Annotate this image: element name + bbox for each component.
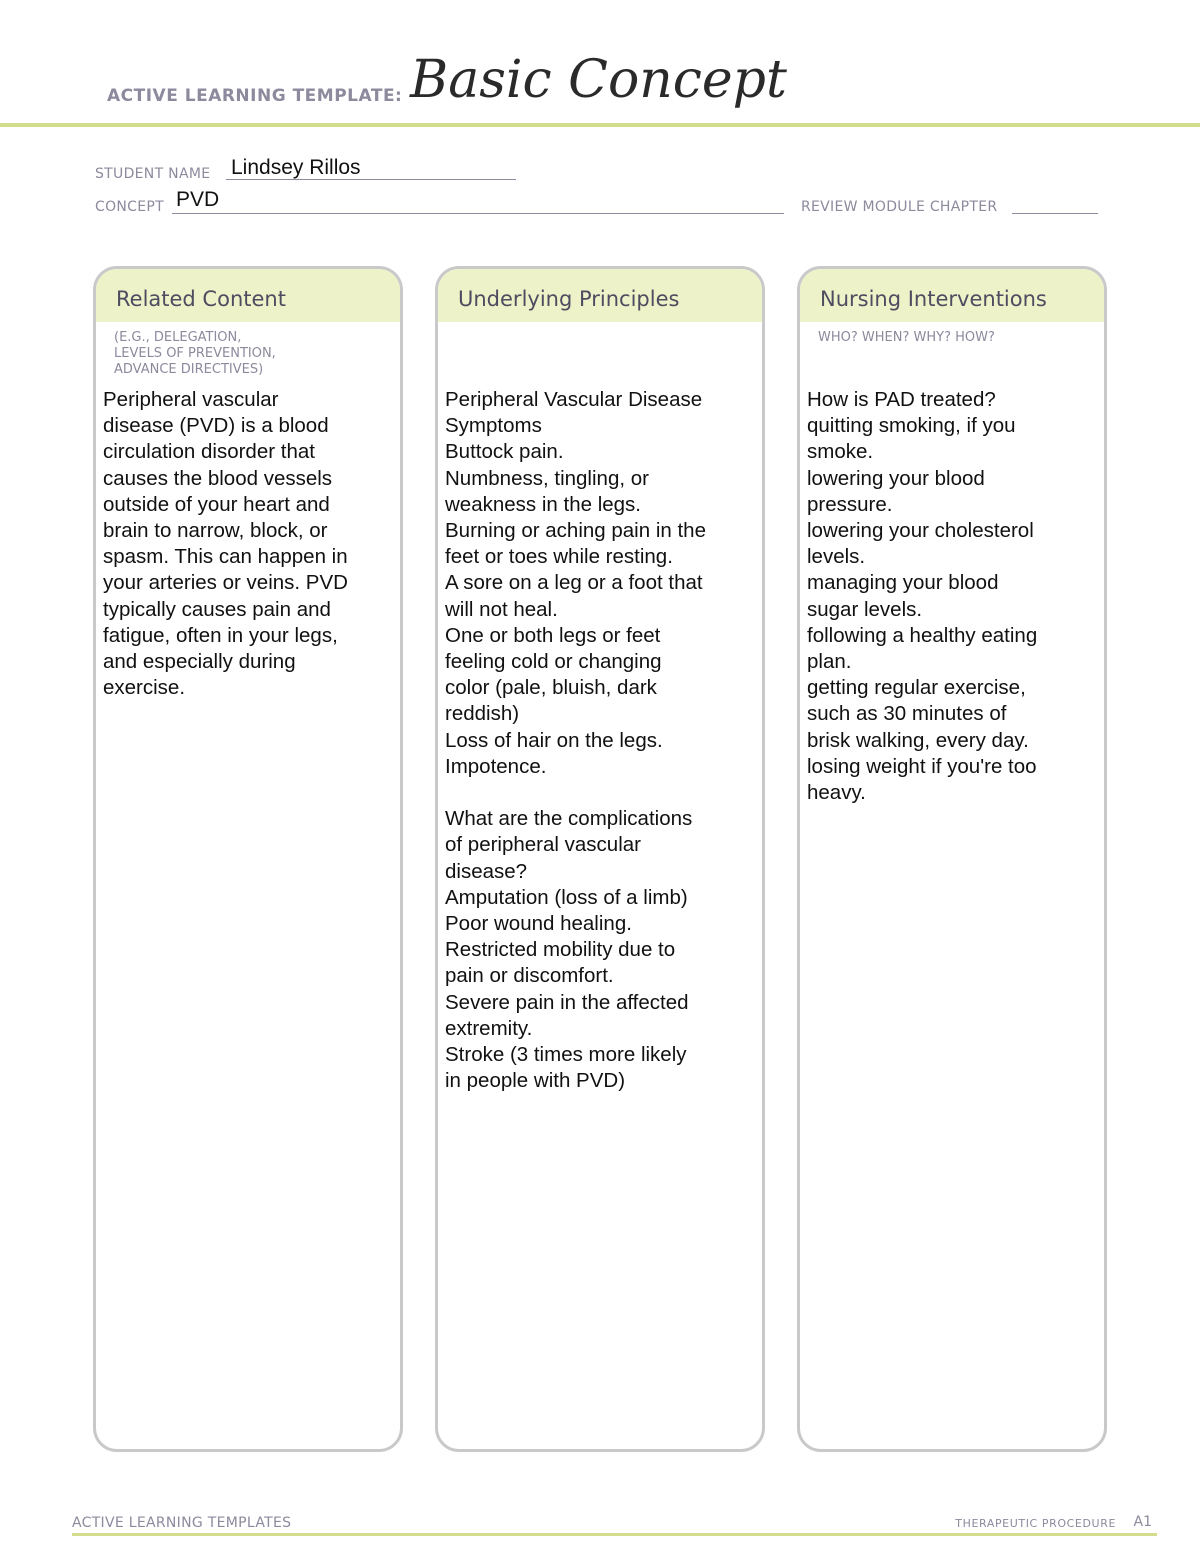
text-line: in people with PVD): [445, 1069, 626, 1093]
text-line: Symptoms: [445, 414, 542, 438]
text-line: sugar levels.: [807, 597, 923, 621]
nursing-interventions-text[interactable]: [800, 387, 1104, 806]
text-line: getting regular exercise,: [807, 676, 1026, 700]
text-line: heavy.: [807, 781, 866, 805]
text-line: your arteries or veins. PVD: [103, 571, 348, 595]
text-line: of peripheral vascular: [445, 833, 641, 857]
concept-label: CONCEPT: [95, 199, 164, 215]
text-line: Poor wound healing.: [445, 912, 632, 936]
text-line: Amputation (loss of a limb): [445, 885, 688, 909]
text-line: levels.: [807, 545, 866, 569]
footer-page-number: A1: [1133, 1514, 1152, 1530]
text-line: lowering your cholesterol: [807, 519, 1034, 543]
text-line: Loss of hair on the legs.: [445, 728, 663, 752]
review-module-field[interactable]: [1012, 213, 1098, 214]
concept-field[interactable]: PVD: [176, 188, 220, 211]
footer-divider: [72, 1533, 1157, 1536]
text-line: quitting smoking, if you: [807, 414, 1016, 438]
related-content-title: Related Content: [96, 269, 400, 322]
text-line: extremity.: [445, 1016, 533, 1040]
text-line: circulation disorder that: [103, 440, 315, 464]
text-line: following a healthy eating: [807, 623, 1038, 647]
footer-template-type: THERAPEUTIC PROCEDURE: [955, 1517, 1116, 1530]
header-divider: [0, 123, 1200, 127]
text-line: smoke.: [807, 440, 874, 464]
text-line: Buttock pain.: [445, 440, 564, 464]
text-line: Peripheral vascular: [103, 388, 279, 411]
text-line: [445, 780, 762, 806]
text-line: Restricted mobility due to: [445, 938, 676, 962]
text-line: A sore on a leg or a foot that: [445, 571, 703, 595]
text-line: losing weight if you're too: [807, 754, 1037, 778]
concept-line: [172, 213, 784, 214]
text-line: feet or toes while resting.: [445, 545, 673, 569]
text-line: Stroke (3 times more likely: [445, 1043, 687, 1067]
text-line: spasm. This can happen in: [103, 545, 348, 569]
text-line: Severe pain in the affected: [445, 990, 689, 1014]
nursing-interventions-hint: WHO? WHEN? WHY? HOW?: [818, 330, 995, 345]
text-line: fatigue, often in your legs,: [103, 623, 338, 647]
template-label: ACTIVE LEARNING TEMPLATE:: [107, 86, 403, 106]
student-name-label: STUDENT NAME: [95, 166, 211, 182]
nursing-interventions-card: [797, 266, 1107, 1452]
text-line: Peripheral Vascular Disease: [445, 388, 703, 411]
related-content-text[interactable]: [96, 387, 400, 701]
student-name-field[interactable]: Lindsey Rillos: [231, 156, 361, 179]
text-line: typically causes pain and: [103, 597, 331, 621]
text-line: Impotence.: [445, 754, 547, 778]
text-line: One or both legs or feet: [445, 623, 661, 647]
text-line: color (pale, bluish, dark: [445, 676, 657, 700]
related-content-hint: (E.G., DELEGATION, LEVELS OF PREVENTION, ADVANCE DIRECTIVES): [114, 330, 276, 377]
text-line: lowering your blood: [807, 466, 985, 490]
text-line: such as 30 minutes of: [807, 702, 1007, 726]
text-line: disease (PVD) is a blood: [103, 414, 329, 438]
page-title: Basic Concept: [410, 50, 787, 110]
text-line: exercise.: [103, 676, 186, 700]
underlying-principles-title: Underlying Principles: [438, 269, 762, 322]
text-line: pain or discomfort.: [445, 964, 614, 988]
review-module-label: REVIEW MODULE CHAPTER: [801, 199, 998, 215]
text-line: weakness in the legs.: [445, 492, 642, 516]
text-line: reddish): [445, 702, 520, 726]
underlying-principles-card: [435, 266, 765, 1452]
related-content-card: [93, 266, 403, 1452]
underlying-principles-hint: [438, 322, 762, 378]
underlying-principles-text[interactable]: [438, 387, 762, 1094]
text-line: brisk walking, every day.: [807, 728, 1029, 752]
text-line: and especially during: [103, 650, 296, 674]
text-line: outside of your heart and: [103, 492, 330, 516]
text-line: Burning or aching pain in the: [445, 519, 706, 543]
text-line: plan.: [807, 650, 852, 674]
text-line: feeling cold or changing: [445, 650, 662, 674]
text-line: pressure.: [807, 492, 893, 516]
text-line: causes the blood vessels: [103, 466, 333, 490]
nursing-interventions-title: Nursing Interventions: [800, 269, 1104, 322]
text-line: How is PAD treated?: [807, 388, 996, 411]
footer-series-label: ACTIVE LEARNING TEMPLATES: [72, 1515, 292, 1531]
text-line: managing your blood: [807, 571, 999, 595]
text-line: brain to narrow, block, or: [103, 519, 328, 543]
text-line: disease?: [445, 859, 528, 883]
text-line: What are the complications: [445, 807, 693, 831]
text-line: Numbness, tingling, or: [445, 466, 649, 490]
text-line: will not heal.: [445, 597, 558, 621]
